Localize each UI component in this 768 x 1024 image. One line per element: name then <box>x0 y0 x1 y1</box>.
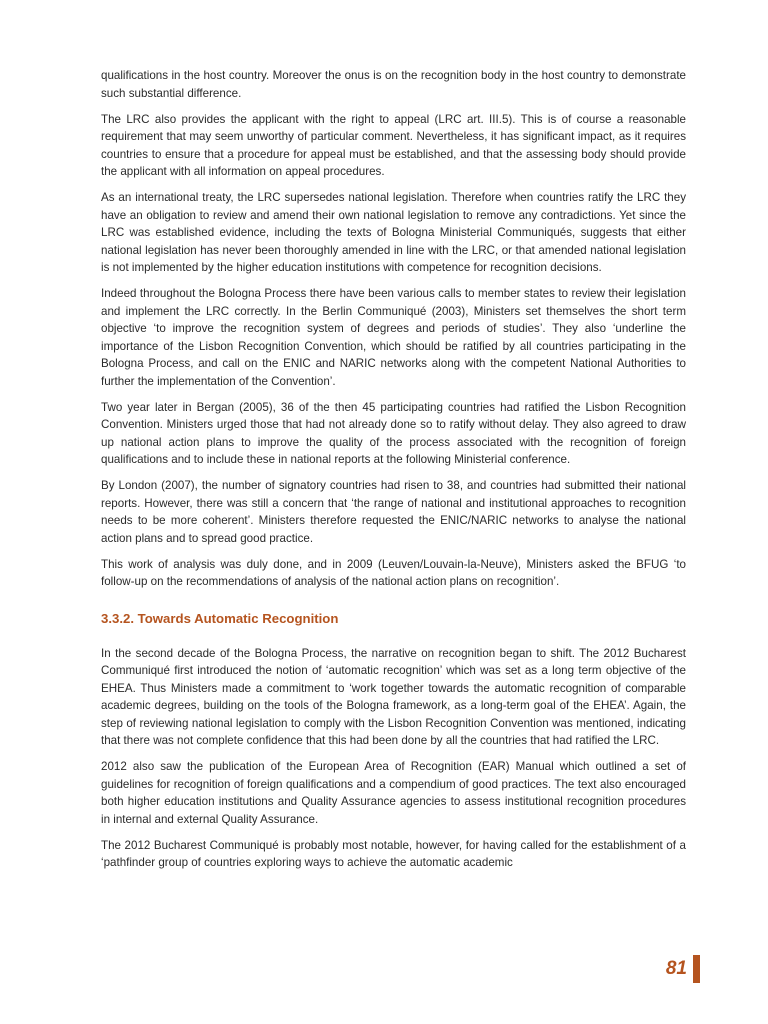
paragraph: Indeed throughout the Bologna Process there have been various calls to member states to review their legislation and implement the LRC correctly. In the Berlin Communiqué (2003), Ministers set themselves the short term objective ‘to improve the recognition system of degrees and periods of studies’. They also ‘underline the importance of the Lisbon Recognition Convention, which should be ratified by all countries participating in the Bologna Process, and call on the ENIC and NARIC networks along with the competent National Authorities to further the implementation of the Convention’. <box>101 287 686 388</box>
document-body <box>101 67 686 880</box>
paragraph: This work of analysis was duly done, and in 2009 (Leuven/Louvain-la-Neuve), Ministers asked the BFUG ‘to follow-up on the recommendations of analysis of the national action plans on recognition’. <box>101 557 686 588</box>
paragraph: In the second decade of the Bologna Process, the narrative on recognition began to shift. The 2012 Bucharest Communiqué first introduced the notion of ‘automatic recognition’ which was set as a long term objective of the EHEA. Thus Ministers made a commitment to ‘work together towards the automatic recognition of comparable academic degrees, building on the tools of the Bologna framework, as a long-term goal of the EHEA’. Again, the step of reviewing national legislation to comply with the Lisbon Recognition Convention was mentioned, indicating that there was not complete confidence that this had been done by all the countries that had ratified the LRC. <box>101 646 686 747</box>
paragraph: 2012 also saw the publication of the European Area of Recognition (EAR) Manual which outlined a set of guidelines for recognition of foreign qualifications and a compendium of good practices. The text also encouraged both higher education institutions and Quality Assurance agencies to assess institutional recognition procedures in internal and external Quality Assurance. <box>101 760 686 826</box>
paragraph: Two year later in Bergan (2005), 36 of the then 45 participating countries had ratified the Lisbon Recognition Convention. Ministers urged those that had not already done so to ratify without delay. They also agreed to draw up national action plans to improve the quality of the process associated with the recognition of foreign qualifications and to include these in national reports at the following Ministerial conference. <box>101 400 686 466</box>
paragraph: The 2012 Bucharest Communiqué is probably most notable, however, for having called for the establishment of a ‘pathfinder group of countries exploring ways to achieve the automatic academic <box>101 838 686 869</box>
paragraph: As an international treaty, the LRC supersedes national legislation. Therefore when countries ratify the LRC they have an obligation to review and amend their own national legislation to remove any contradictions. Yet since the LRC was established evidence, including the texts of Bologna Ministerial Communiqués, suggests that either national legislation has never been thoroughly amended in line with the LRC, or that amended national legislation is not implemented by the higher education institutions with competence for recognition decisions. <box>101 191 686 274</box>
page-number-text: 81 <box>665 958 687 979</box>
paragraph: The LRC also provides the applicant with the right to appeal (LRC art. III.5). This is of course a reasonable requirement that may seem unworthy of particular comment. Nevertheless, it has significant impact, as it requires countries to ensure that a procedure for appeal must be established, and that the assessing body should provide the applicant with all information on appeal procedures. <box>101 112 686 178</box>
page-number <box>666 955 700 983</box>
paragraph: qualifications in the host country. Moreover the onus is on the recognition body in the host country to demonstrate such substantial difference. <box>101 69 686 100</box>
page-number-bar <box>693 955 700 983</box>
section-heading: 3.3.2. Towards Automatic Recognition <box>101 610 339 626</box>
paragraph: By London (2007), the number of signatory countries had risen to 38, and countries had submitted their national reports. However, there was still a concern that ‘the range of national and institutional approaches to recognition needs to be more coherent’. Ministers therefore requested the ENIC/NARIC networks to analyse the national action plans and to spread good practice. <box>101 479 686 545</box>
